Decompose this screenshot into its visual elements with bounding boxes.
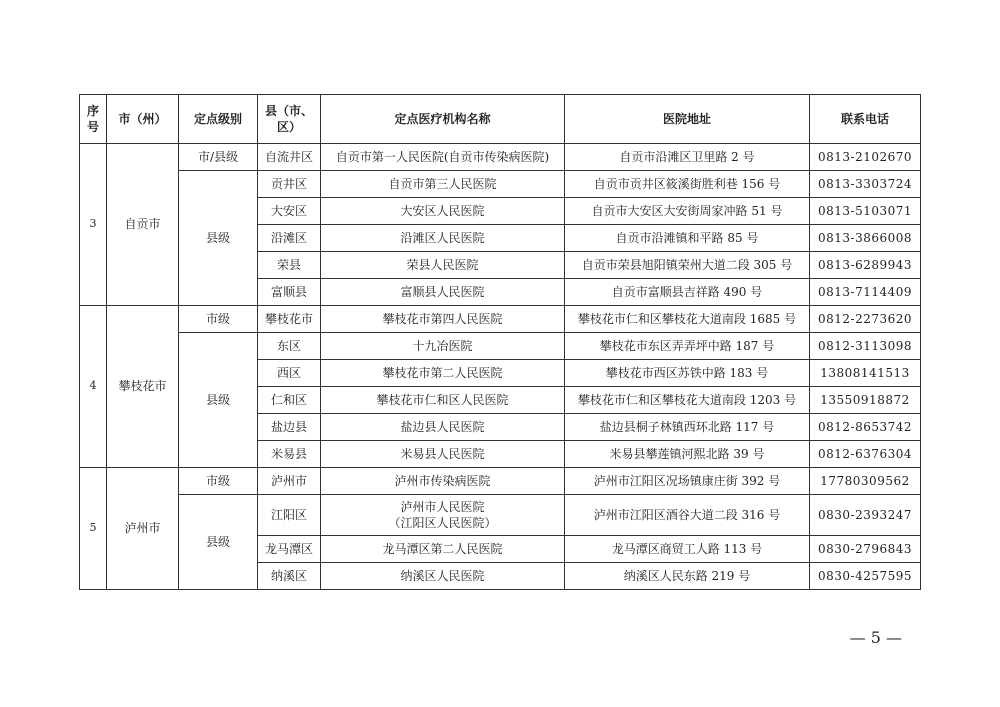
- phone-cell: 0813-3303724: [810, 171, 921, 198]
- header-seq: 序号: [80, 95, 107, 144]
- phone-cell: 0830-4257595: [810, 563, 921, 590]
- phone-cell: 0830-2796843: [810, 536, 921, 563]
- level-cell: 市/县级: [179, 144, 258, 171]
- address-cell: 自贡市富顺县吉祥路 490 号: [565, 279, 810, 306]
- address-cell: 自贡市荣县旭阳镇荣州大道二段 305 号: [565, 252, 810, 279]
- hospital-cell: 攀枝花市第四人民医院: [321, 306, 565, 333]
- hospital-cell: 荣县人民医院: [321, 252, 565, 279]
- phone-cell: 0812-6376304: [810, 441, 921, 468]
- county-cell: 纳溪区: [258, 563, 321, 590]
- address-cell: 攀枝花市东区弄弄坪中路 187 号: [565, 333, 810, 360]
- hospital-cell: 盐边县人民医院: [321, 414, 565, 441]
- table-row: [80, 495, 921, 536]
- level-cell: 市级: [179, 306, 258, 333]
- page-number: — 5 —: [849, 628, 902, 647]
- header-phone: 联系电话: [810, 95, 921, 144]
- table-row: [80, 171, 921, 198]
- phone-cell: 0813-2102670: [810, 144, 921, 171]
- hospital-cell: 攀枝花市第二人民医院: [321, 360, 565, 387]
- table-row: [80, 333, 921, 360]
- phone-cell: 13550918872: [810, 387, 921, 414]
- hospital-cell: [321, 495, 565, 536]
- hospital-cell: 沿滩区人民医院: [321, 225, 565, 252]
- table-row: [80, 468, 921, 495]
- address-cell: 纳溪区人民东路 219 号: [565, 563, 810, 590]
- seq-cell: 3: [80, 144, 107, 306]
- header-address: 医院地址: [565, 95, 810, 144]
- county-cell: 泸州市: [258, 468, 321, 495]
- city-cell: 攀枝花市: [107, 306, 179, 468]
- hospital-cell: 自贡市第三人民医院: [321, 171, 565, 198]
- hospital-cell: 龙马潭区第二人民医院: [321, 536, 565, 563]
- phone-cell: 0813-3866008: [810, 225, 921, 252]
- county-cell: 自流井区: [258, 144, 321, 171]
- seq-cell: 5: [80, 468, 107, 590]
- header-city: 市（州）: [107, 95, 179, 144]
- hospital-table: [79, 94, 921, 590]
- hospital-name-alias: （江阳区人民医院）: [388, 516, 497, 530]
- address-cell: 米易县攀莲镇河熙北路 39 号: [565, 441, 810, 468]
- address-cell: 龙马潭区商贸工人路 113 号: [565, 536, 810, 563]
- level-cell: 市级: [179, 468, 258, 495]
- phone-cell: 0830-2393247: [810, 495, 921, 536]
- hospital-cell: 攀枝花市仁和区人民医院: [321, 387, 565, 414]
- county-cell: 攀枝花市: [258, 306, 321, 333]
- county-cell: 荣县: [258, 252, 321, 279]
- address-cell: 自贡市贡井区筱溪街胜利巷 156 号: [565, 171, 810, 198]
- phone-cell: 0812-2273620: [810, 306, 921, 333]
- phone-cell: 0813-6289943: [810, 252, 921, 279]
- city-cell: 自贡市: [107, 144, 179, 306]
- table-row: [80, 144, 921, 171]
- hospital-cell: 大安区人民医院: [321, 198, 565, 225]
- address-cell: 盐边县桐子林镇西环北路 117 号: [565, 414, 810, 441]
- hospital-cell: 纳溪区人民医院: [321, 563, 565, 590]
- hospital-cell: 泸州市传染病医院: [321, 468, 565, 495]
- address-cell: 自贡市沿滩区卫里路 2 号: [565, 144, 810, 171]
- phone-cell: 0813-7114409: [810, 279, 921, 306]
- address-cell: 攀枝花市仁和区攀枝花大道南段 1685 号: [565, 306, 810, 333]
- phone-cell: 0812-3113098: [810, 333, 921, 360]
- phone-cell: 0812-8653742: [810, 414, 921, 441]
- hospital-cell: 米易县人民医院: [321, 441, 565, 468]
- county-cell: 江阳区: [258, 495, 321, 536]
- table-row: [80, 306, 921, 333]
- address-cell: 泸州市江阳区酒谷大道二段 316 号: [565, 495, 810, 536]
- county-cell: 沿滩区: [258, 225, 321, 252]
- level-cell: 县级: [179, 333, 258, 468]
- hospital-cell: 自贡市第一人民医院(自贡市传染病医院): [321, 144, 565, 171]
- seq-cell: 4: [80, 306, 107, 468]
- header-row: [80, 95, 921, 144]
- header-level: 定点级别: [179, 95, 258, 144]
- level-cell: 县级: [179, 495, 258, 590]
- hospital-cell: 十九冶医院: [321, 333, 565, 360]
- address-cell: 自贡市大安区大安街周家冲路 51 号: [565, 198, 810, 225]
- county-cell: 贡井区: [258, 171, 321, 198]
- county-cell: 龙马潭区: [258, 536, 321, 563]
- county-cell: 东区: [258, 333, 321, 360]
- level-cell: 县级: [179, 171, 258, 306]
- county-cell: 富顺县: [258, 279, 321, 306]
- phone-cell: 13808141513: [810, 360, 921, 387]
- hospital-cell: 富顺县人民医院: [321, 279, 565, 306]
- address-cell: 攀枝花市西区苏铁中路 183 号: [565, 360, 810, 387]
- county-cell: 仁和区: [258, 387, 321, 414]
- address-cell: 泸州市江阳区况场镇康庄街 392 号: [565, 468, 810, 495]
- phone-cell: 0813-5103071: [810, 198, 921, 225]
- city-cell: 泸州市: [107, 468, 179, 590]
- hospital-name-line: 泸州市人民医院: [400, 499, 485, 514]
- county-cell: 西区: [258, 360, 321, 387]
- county-cell: 米易县: [258, 441, 321, 468]
- phone-cell: 17780309562: [810, 468, 921, 495]
- address-cell: 自贡市沿滩镇和平路 85 号: [565, 225, 810, 252]
- county-cell: 盐边县: [258, 414, 321, 441]
- county-cell: 大安区: [258, 198, 321, 225]
- address-cell: 攀枝花市仁和区攀枝花大道南段 1203 号: [565, 387, 810, 414]
- header-hospital: 定点医疗机构名称: [321, 95, 565, 144]
- header-county: 县（市、区）: [258, 95, 321, 144]
